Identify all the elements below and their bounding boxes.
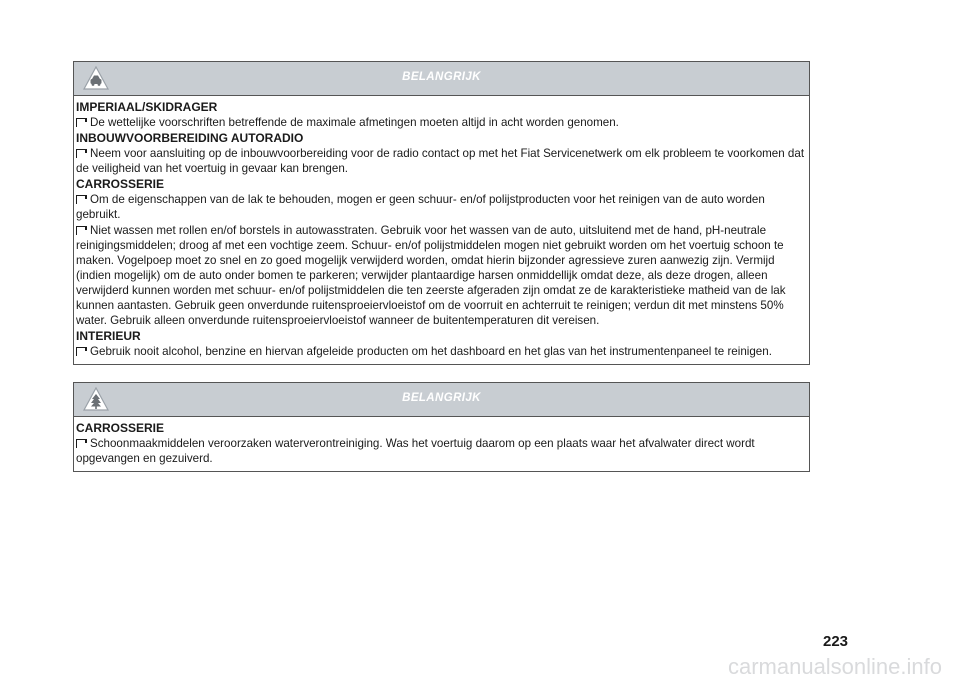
section-heading: INBOUWVOORBEREIDING AUTORADIO — [76, 131, 304, 145]
warning-box-title: BELANGRIJK — [402, 71, 481, 83]
bullet-icon — [76, 118, 85, 127]
list-item: Schoonmaakmiddelen veroorzaken waterverontreiniging. Was het voertuig daarom op een plaats waar het afvalwater direct wordt opgevangen en gezuiverd. — [76, 437, 755, 465]
list-item: Gebruik nooit alcohol, benzine en hiervan afgeleide producten om het dashboard en het glas van het instrumentenpaneel te reinigen. — [76, 344, 805, 359]
warning-box-header — [74, 62, 809, 96]
section-heading: INTERIEUR — [76, 329, 141, 343]
list-item: Om de eigenschappen van de lak te behouden, mogen er geen schuur- en/of polijstproducten voor het reinigen van de auto worden gebruikt. — [76, 193, 765, 221]
bullet-icon — [76, 347, 85, 356]
list-item: De wettelijke voorschriften betreffende de maximale afmetingen moeten altijd in acht worden genomen. — [76, 115, 805, 130]
bullet-icon — [76, 195, 85, 204]
warning-box-body — [74, 417, 809, 471]
list-item: Niet wassen met rollen en/of borstels in autowasstraten. Gebruik voor het wassen van de auto, uitsluitend met de hand, pH-neutrale reinigingsmiddelen; droog af met een vochtige zeem. Schuur- en/of polijstmiddelen mogen niet gebruikt worden om het voertuig schoon te maken. Vogelpoep moet zo snel en zo goed mogelijk verwijderd worden, omdat hierin bijzonder agressieve zuren aanwezig zijn. Vermijd (indien mogelijk) om de auto onder bomen te parkeren; verwijder plantaardige harsen onmiddellijk omdat deze, als deze drogen, alleen verwijderd kunnen worden met schuur- en/of polijstmiddelen die ten zeerste afgeraden zijn omdat ze de karakteristieke matheid van de lak kunnen aantasten. Gebruik geen onverdunde ruitensproeiervloeistof om de voorruit en achterruit te reinigen; verdun dit met minstens 50% water. Gebruik alleen onverdunde ruitensproeiervloeistof wanneer de buitentemperaturen dit vereisen. — [76, 224, 786, 327]
warning-box-title: BELANGRIJK — [402, 392, 481, 404]
section-heading: IMPERIAAL/SKIDRAGER — [76, 100, 218, 114]
section-heading: CARROSSERIE — [76, 177, 165, 191]
bullet-icon — [76, 149, 85, 158]
bullet-icon — [76, 226, 85, 235]
page-number: 223 — [823, 633, 849, 650]
warning-box-body — [74, 96, 809, 364]
watermark: carmanualsonline.info — [727, 654, 942, 679]
warning-box-1 — [73, 61, 810, 365]
warning-box-header — [74, 383, 809, 417]
list-item: Neem voor aansluiting op de inbouwvoorbereiding voor de radio contact op met het Fiat Servicenetwerk om elk probleem te voorkomen dat de veiligheid van het voertuig in gevaar kan brengen. — [76, 147, 805, 175]
section-heading: CARROSSERIE — [76, 421, 165, 435]
bullet-icon — [76, 439, 85, 448]
warning-box-2 — [73, 382, 810, 472]
